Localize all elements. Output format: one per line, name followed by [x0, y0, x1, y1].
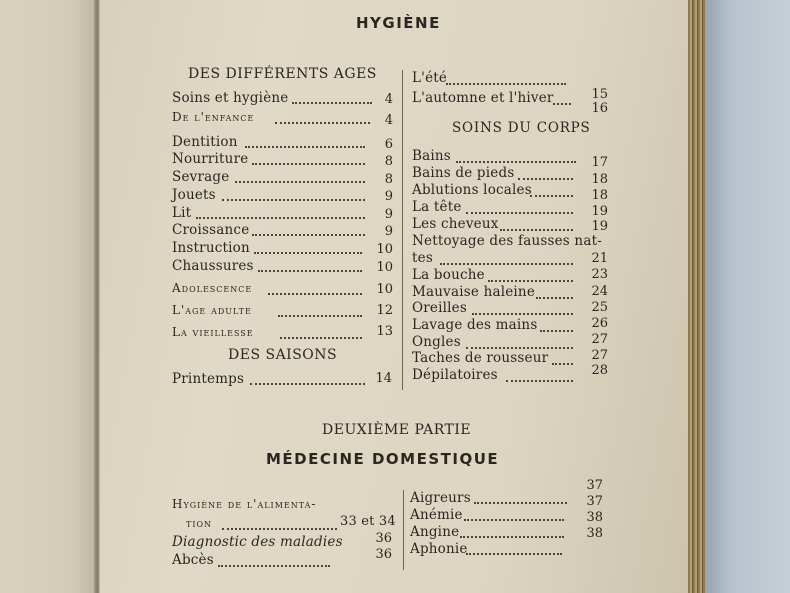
dot-leader — [245, 146, 365, 148]
dot-leader — [268, 293, 362, 295]
toc-entry: La bouche — [412, 267, 485, 283]
column-divider — [403, 490, 404, 570]
toc-entry: Bains de pieds — [412, 165, 515, 181]
toc-entry: Abcès — [172, 552, 214, 568]
left-page — [0, 0, 100, 593]
toc-entry: Bains — [412, 148, 451, 164]
dot-leader — [280, 337, 362, 339]
page-number: 10 — [376, 260, 393, 275]
toc-entry: Ongles — [412, 334, 461, 350]
toc-entry: Dépilatoires — [412, 367, 498, 383]
page-number: 8 — [384, 172, 393, 187]
toc-entry: Oreilles — [412, 300, 467, 316]
dot-leader — [222, 528, 337, 530]
section-heading-body-care: SOINS DU CORPS — [452, 120, 591, 136]
dot-leader — [464, 519, 564, 521]
page-number: 28 — [591, 363, 608, 378]
dot-leader — [258, 270, 362, 272]
page-title: HYGIÈNE — [356, 14, 441, 32]
toc-entry: Soins et hygiène — [172, 90, 289, 106]
page-number: 12 — [376, 303, 393, 318]
dot-leader — [488, 280, 573, 282]
page-number: 25 — [591, 300, 608, 315]
page-number: 8 — [384, 154, 393, 169]
page-number: 9 — [384, 224, 393, 239]
toc-entry: De l'enfance — [172, 110, 255, 124]
page-number: 37 — [586, 478, 603, 493]
page-number: 21 — [591, 251, 608, 266]
page-number: 36 — [375, 547, 392, 562]
page-edges — [688, 0, 706, 593]
page-number: 9 — [384, 189, 393, 204]
page-number: 4 — [384, 92, 393, 107]
dot-leader — [218, 565, 330, 567]
dot-leader — [460, 536, 564, 538]
dot-leader — [466, 553, 562, 555]
toc-entry: Jouets — [172, 187, 216, 203]
page-number: 33 et 34 — [340, 514, 396, 529]
dot-leader — [440, 263, 573, 265]
dot-leader — [252, 234, 365, 236]
dot-leader — [278, 315, 362, 317]
dot-leader — [530, 195, 573, 197]
dot-leader — [196, 217, 365, 219]
toc-entry: Adolescence — [172, 281, 253, 295]
page-number: 13 — [376, 324, 393, 339]
page-number: 19 — [591, 204, 608, 219]
toc-entry: L'age adulte — [172, 303, 252, 317]
toc-entry: Angine — [410, 524, 460, 540]
toc-entry: tion — [186, 516, 213, 530]
dot-leader — [472, 313, 573, 315]
toc-entry: Instruction — [172, 240, 250, 256]
toc-entry: Aphonie — [410, 541, 468, 557]
toc-entry: Hygiène de l'alimenta- — [172, 497, 317, 511]
page-number: 10 — [376, 242, 393, 257]
toc-entry: Lavage des mains — [412, 317, 538, 333]
toc-entry: Nourriture — [172, 151, 249, 167]
dot-leader — [250, 383, 365, 385]
section-heading-seasons: DES SAISONS — [228, 347, 338, 363]
toc-entry: Sevrage — [172, 169, 230, 185]
page-number: 9 — [384, 207, 393, 222]
toc-entry: Croissance — [172, 222, 250, 238]
toc-entry: L'automne et l'hiver — [412, 90, 554, 106]
dot-leader — [474, 502, 567, 504]
part-title: MÉDECINE DOMESTIQUE — [266, 450, 500, 468]
page-number: 19 — [591, 219, 608, 234]
background-surface — [706, 0, 790, 593]
page-number: 14 — [375, 371, 392, 386]
toc-entry: Taches de rousseur — [412, 350, 549, 366]
dot-leader — [456, 161, 576, 163]
part-label: DEUXIÈME PARTIE — [322, 422, 472, 438]
page-number: 27 — [591, 348, 608, 363]
toc-entry: Diagnostic des maladies — [172, 534, 343, 550]
toc-entry: Printemps — [172, 371, 245, 387]
page-number: 36 — [375, 531, 392, 546]
toc-entry: Aigreurs — [410, 490, 471, 506]
dot-leader — [466, 212, 573, 214]
page-number: 26 — [591, 316, 608, 331]
dot-leader — [254, 252, 362, 254]
toc-entry: L'été — [412, 70, 448, 86]
page-number: 18 — [591, 188, 608, 203]
column-divider — [402, 70, 403, 390]
dot-leader — [235, 181, 365, 183]
page-number: 16 — [591, 101, 608, 116]
page-number: 38 — [586, 510, 603, 525]
dot-leader — [518, 178, 573, 180]
dot-leader — [506, 380, 573, 382]
page-number: 18 — [591, 172, 608, 187]
page-number: 4 — [384, 113, 393, 128]
dot-leader — [500, 229, 573, 231]
page-number: 17 — [591, 155, 608, 170]
dot-leader — [252, 163, 365, 165]
toc-entry: Nettoyage des fausses nat- — [412, 233, 602, 249]
dot-leader — [466, 347, 573, 349]
toc-entry: Mauvaise haleine — [412, 284, 536, 300]
toc-entry: tes — [412, 250, 433, 266]
dot-leader — [446, 83, 566, 85]
toc-entry: Chaussures — [172, 258, 254, 274]
page-number: 23 — [591, 267, 608, 282]
toc-entry: Ablutions locales — [412, 182, 532, 198]
page-number: 10 — [376, 282, 393, 297]
page-number: 15 — [591, 87, 608, 102]
toc-entry: Anémie — [410, 507, 463, 523]
dot-leader — [222, 199, 365, 201]
toc-entry: La vieillesse — [172, 325, 254, 339]
toc-entry: Les cheveux — [412, 216, 499, 232]
section-heading-ages: DES DIFFÉRENTS AGES — [188, 66, 377, 82]
page-number: 6 — [384, 137, 393, 152]
toc-entry: Lit — [172, 205, 192, 221]
toc-entry: Dentition — [172, 134, 238, 150]
toc-entry: La tête — [412, 199, 462, 215]
page-number: 27 — [591, 332, 608, 347]
page-number: 24 — [591, 284, 608, 299]
page-number: 38 — [586, 526, 603, 541]
page-number: 37 — [586, 494, 603, 509]
